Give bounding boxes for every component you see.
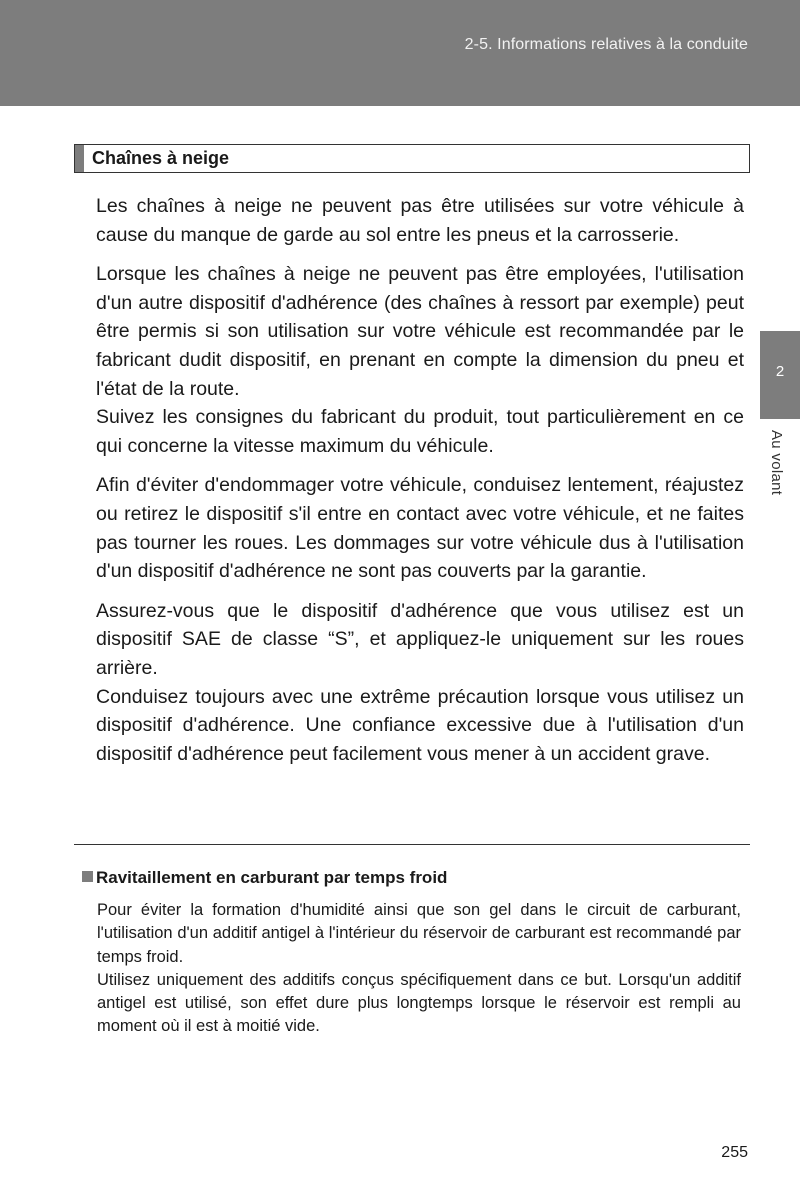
warning-paragraph: Lorsque les chaînes à neige ne peuvent pas être employées, l'utilisation d'un autre dispositif d'adhérence (des chaînes à ressort par exemple) peut être permis si son utilisation sur votre véhicule est recommandée par le fabricant dudit dispositif, en prenant en compte la dimension du pneu et l'état de la route. <box>96 263 744 400</box>
warning-paragraph: Les chaînes à neige ne peuvent pas être utilisées sur votre véhicule à cause du manque de garde au sol entre les pneus et la carrosserie. <box>96 195 744 246</box>
info-paragraph: Pour éviter la formation d'humidité ainsi que son gel dans le circuit de carburant, l'utilisation d'un additif antigel à l'intérieur du réservoir de carburant est recommandé par temps froid. <box>97 901 741 966</box>
section-title: 2-5. Informations relatives à la conduite <box>464 36 748 53</box>
info-heading <box>82 868 447 888</box>
warning-paragraph: Conduisez toujours avec une extrême précaution lorsque vous utilisez un dispositif d'adhérence. Une confiance excessive due à l'utilisation d'un dispositif d'adhérence peut facilement vous mener à un accident grave. <box>96 685 744 765</box>
page-number: 255 <box>721 1144 748 1161</box>
chapter-label: Au volant <box>768 430 785 496</box>
warning-header <box>74 144 750 173</box>
warning-paragraph: Assurez-vous que le dispositif d'adhérence que vous utilisez est un dispositif SAE de classe “S”, et appliquez-le uniquement sur les roues arrière. <box>96 599 744 679</box>
square-bullet-icon <box>82 871 93 882</box>
info-paragraph: Utilisez uniquement des additifs conçus spécifiquement dans ce but. Lorsqu'un additif antigel est utilisé, son effet dure plus longtemps lorsque le réservoir est rempli au moment où il est à moitié vide. <box>97 970 741 1036</box>
warning-paragraph: Afin d'éviter d'endommager votre véhicule, conduisez lentement, réajustez ou retirez le dispositif s'il entre en contact avec votre véhicule, et ne faites pas tourner les roues. Les dommages sur votre véhicule dus à l'utilisation d'un dispositif d'adhérence ne sont pas couverts par la garantie. <box>96 474 744 583</box>
warning-body <box>96 192 744 779</box>
info-body <box>97 899 741 1039</box>
chapter-tab <box>760 331 800 419</box>
warning-title: Chaînes à neige <box>92 148 230 168</box>
warning-paragraph: Suivez les consignes du fabricant du produit, tout particulièrement en ce qui concerne la vitesse maximum du véhicule. <box>96 406 744 457</box>
warning-header-bar <box>75 145 84 172</box>
warning-box <box>74 144 750 845</box>
chapter-number: 2 <box>775 363 785 380</box>
info-title: Ravitaillement en carburant par temps froid <box>96 868 448 887</box>
header-band <box>0 0 800 106</box>
